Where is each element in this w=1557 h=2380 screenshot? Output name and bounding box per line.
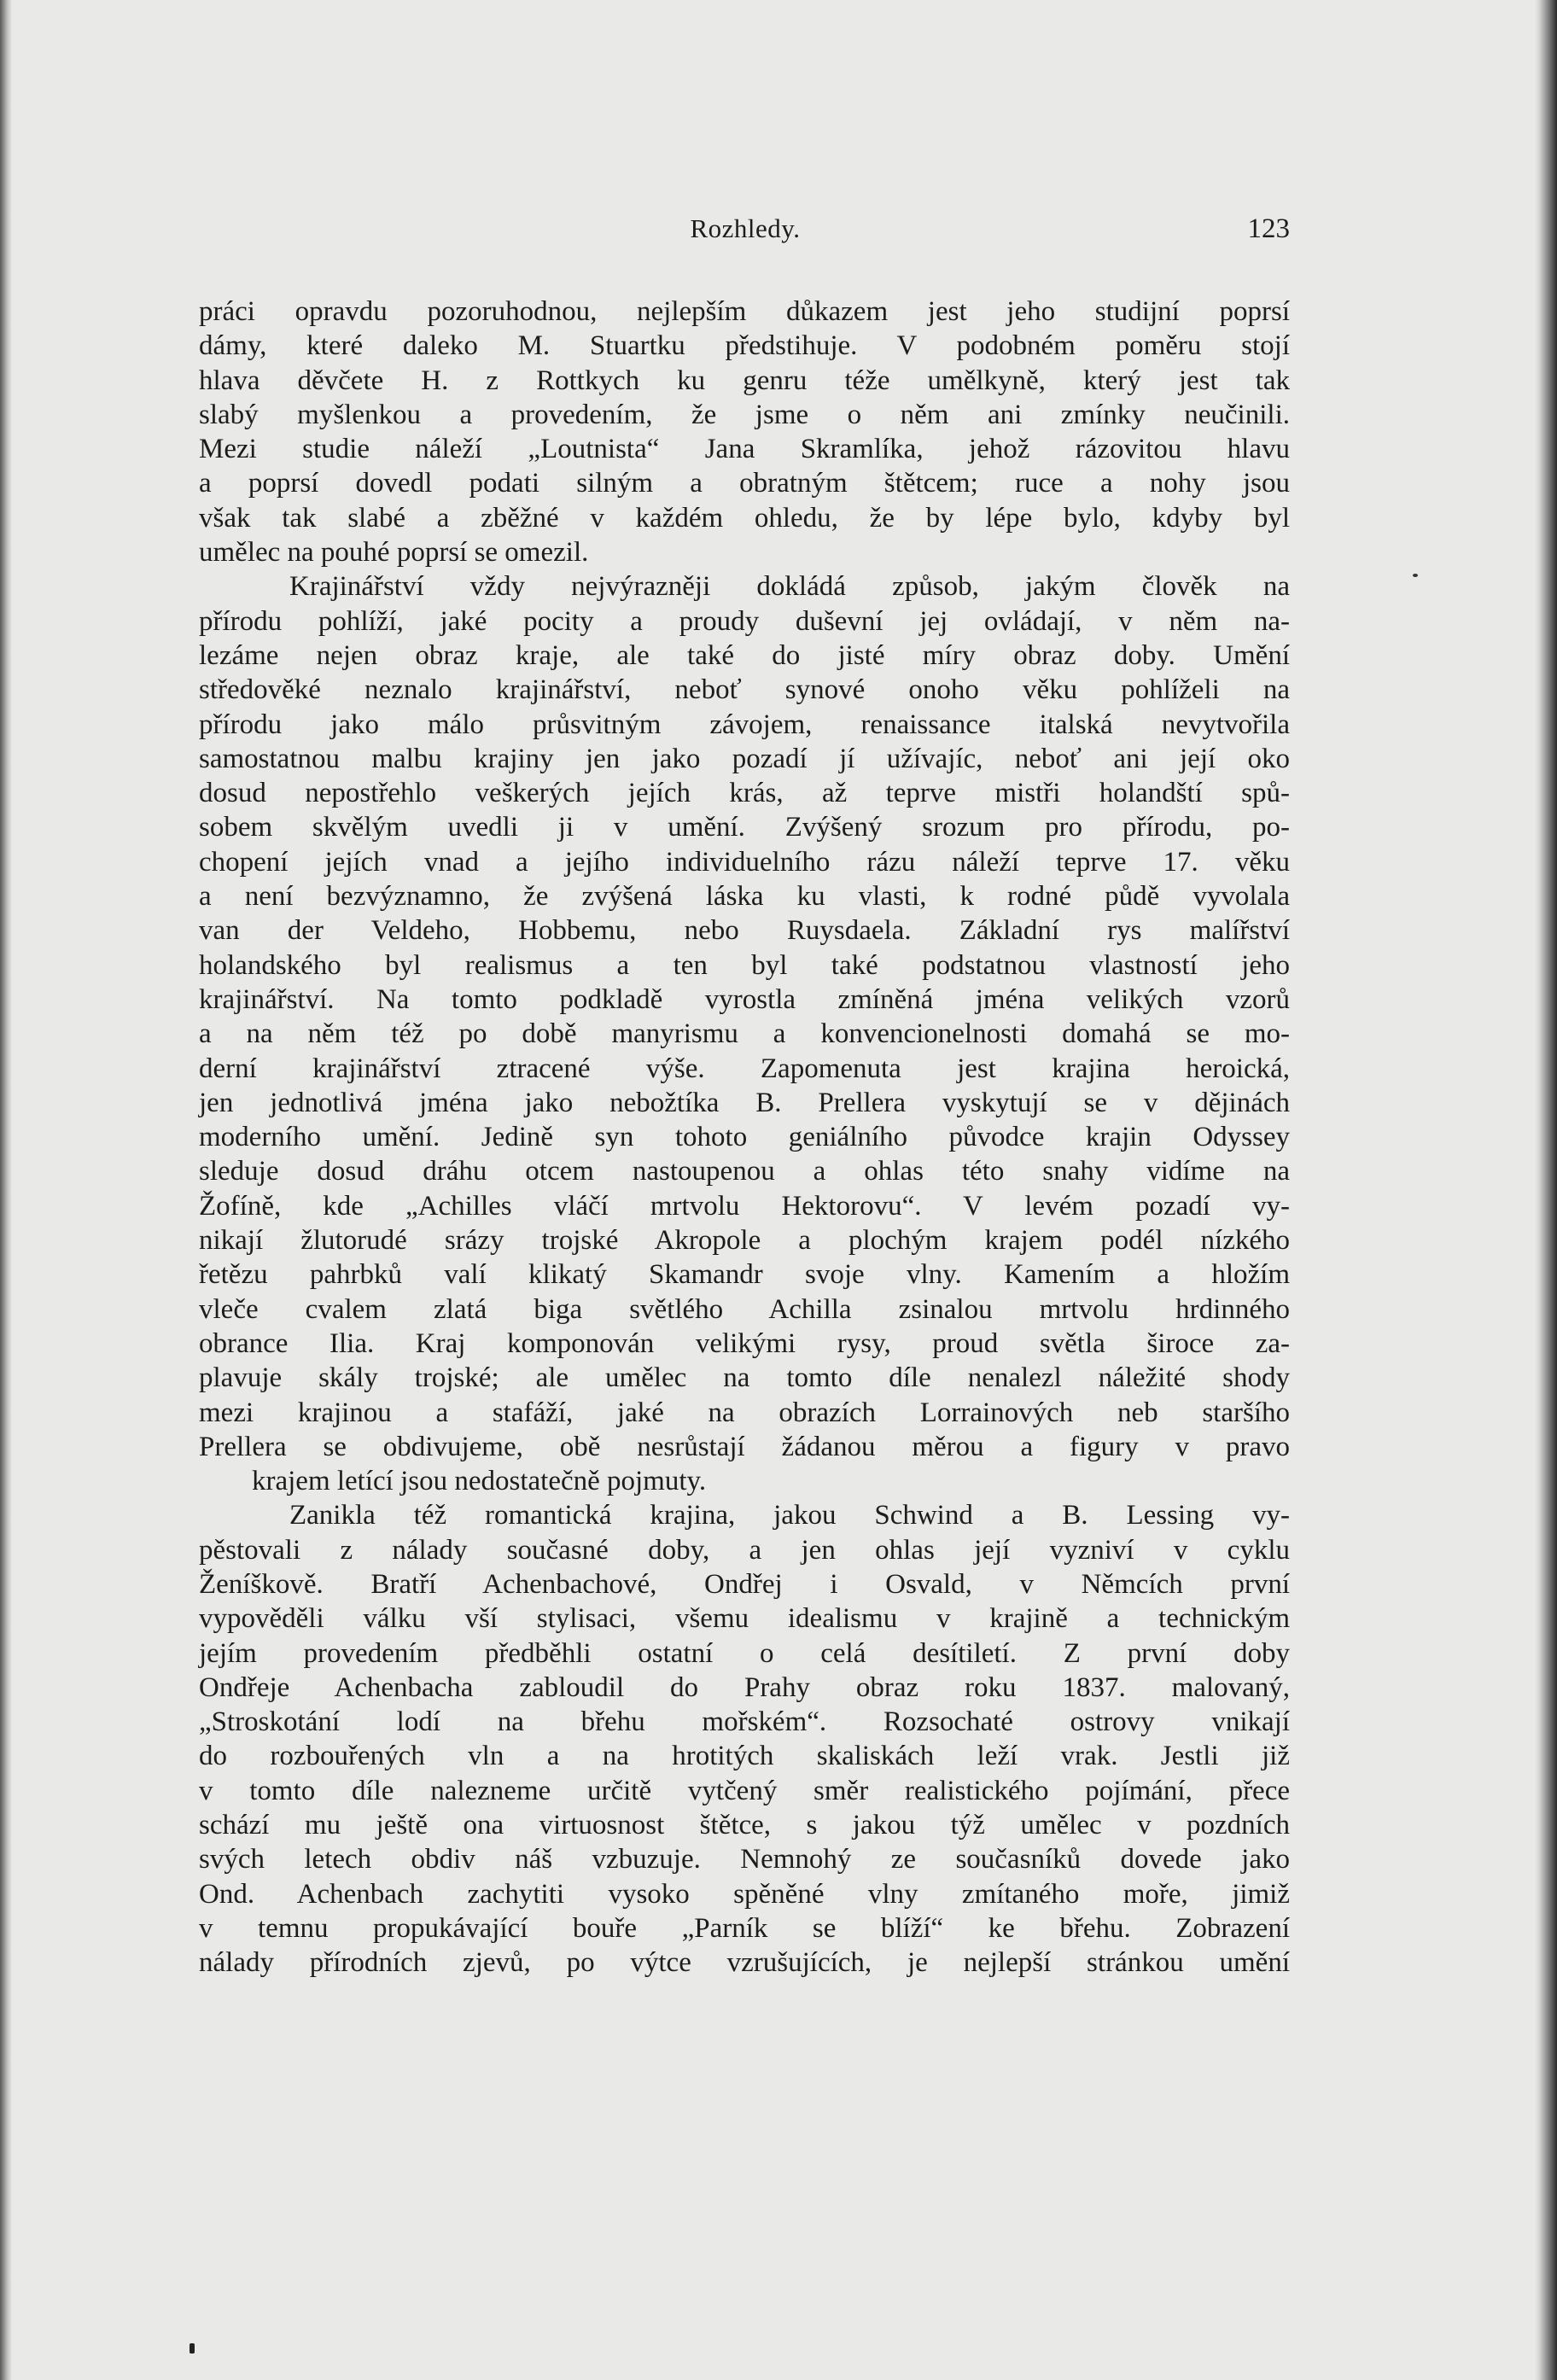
- text-line: umělec na pouhé poprsí se omezil.: [199, 537, 589, 569]
- scan-edge-left: [0, 0, 12, 2380]
- text-line: hlava děvčete H. z Rottkych ku genru téže umělkyně, který jest tak: [199, 365, 1290, 396]
- text-line: Ženíškově. Bratří Achenbachové, Ondřej i Osvald, v Němcích první: [199, 1568, 1290, 1600]
- text-line: van der Veldeho, Hobbemu, nebo Ruysdaela. Základní rys malířství: [199, 915, 1290, 947]
- text-line: v temnu propukávající bouře „Parník se blíží“ ke břehu. Zobrazení: [199, 1912, 1290, 1944]
- text-line: krajem letící jsou nedostatečně pojmuty.: [252, 1466, 707, 1497]
- ink-mark: [190, 2343, 195, 2354]
- text-line: jejím provedením předběhli ostatní o celá desítiletí. Z první doby: [199, 1637, 1290, 1669]
- text-line: a na něm též po době manyrismu a konvencionelnosti domahá se mo-: [199, 1018, 1290, 1050]
- page-number: 123: [1247, 213, 1290, 244]
- text-line: plavuje skály trojské; ale umělec na tomto díle nenalezl náležité shody: [199, 1362, 1290, 1394]
- text-line: schází mu ještě ona virtuosnost štětce, s jakou týž umělec v pozdních: [199, 1810, 1290, 1841]
- text-line: Ondřeje Achenbacha zabloudil do Prahy obraz roku 1837. malovaný,: [199, 1671, 1290, 1703]
- running-head: Rozhledy.: [690, 213, 801, 243]
- text-line: „Stroskotání lodí na břehu mořském“. Rozsochaté ostrovy vnikají: [199, 1706, 1290, 1738]
- text-line: Žofíně, kde „Achilles vláčí mrtvolu Hektorovu“. V levém pozadí vy-: [199, 1190, 1290, 1222]
- text-line: přírodu pohlíží, jaké pocity a proudy duševní jej ovládají, v něm na-: [199, 605, 1290, 637]
- text-line: obrance Ilia. Kraj komponován velikými rysy, proud světla široce za-: [199, 1327, 1290, 1359]
- text-line: dosud nepostřehlo veškerých jejích krás, až teprve mistři holandští spů-: [199, 778, 1290, 809]
- text-line: jen jednotlivá jména jako nebožtíka B. Prellera vyskytují se v dějinách: [199, 1087, 1290, 1118]
- page-header: [201, 213, 1290, 248]
- text-line: chopení jejích vnad a jejího individuelního rázu náleží teprve 17. věku: [199, 846, 1290, 878]
- body-text: [199, 295, 1290, 1980]
- text-line: přírodu jako málo průsvitným závojem, renaissance italská nevytvořila: [199, 709, 1290, 740]
- text-line: dámy, které daleko M. Stuartku předstihuje. V podobném poměru stojí: [199, 330, 1290, 362]
- ink-speck: [1413, 574, 1418, 577]
- scan-edge-right: [1535, 0, 1557, 2380]
- text-line: slabý myšlenkou a provedením, že jsme o něm ani zmínky neučinili.: [199, 399, 1290, 430]
- text-line: sobem skvělým uvedli ji v umění. Zvýšený srozum pro přírodu, po-: [199, 812, 1290, 843]
- text-line: Krajinářství vždy nejvýrazněji dokládá způsob, jakým člověk na: [289, 571, 1290, 603]
- text-line: Mezi studie náleží „Loutnista“ Jana Skramlíka, jehož rázovitou hlavu: [199, 434, 1290, 465]
- text-line: nikají žlutorudé srázy trojské Akropole a plochým krajem podél nízkého: [199, 1225, 1290, 1257]
- text-line: v tomto díle nalezneme určitě vytčený směr realistického pojímání, přece: [199, 1775, 1290, 1806]
- text-line: lezáme nejen obraz kraje, ale také do jisté míry obraz doby. Umění: [199, 639, 1290, 671]
- text-line: sleduje dosud dráhu otcem nastoupenou a ohlas této snahy vidíme na: [199, 1156, 1290, 1187]
- text-line: krajinářství. Na tomto podkladě vyrostla zmíněná jména velikých vzorů: [199, 983, 1290, 1015]
- text-line: nálady přírodních zjevů, po výtce vzrušujících, je nejlepší stránkou umění: [199, 1947, 1290, 1979]
- text-line: vypověděli válku vší stylisaci, všemu idealismu v krajině a technickým: [199, 1603, 1290, 1635]
- text-line: mezi krajinou a stafáží, jaké na obrazích Lorrainových neb staršího: [199, 1397, 1290, 1428]
- text-line: vleče cvalem zlatá biga světlého Achilla zsinalou mrtvolu hrdinného: [199, 1293, 1290, 1325]
- text-line: však tak slabé a zběžné v každém ohledu, že by lépe bylo, kdyby byl: [199, 502, 1290, 534]
- text-line: do rozbouřených vln a na hrotitých skaliskách leží vrak. Jestli již: [199, 1741, 1290, 1772]
- text-line: a není bezvýznamno, že zvýšená láska ku vlasti, k rodné půdě vyvolala: [199, 881, 1290, 913]
- text-line: moderního umění. Jedině syn tohoto geniálního původce krajin Odyssey: [199, 1122, 1290, 1153]
- text-line: Zanikla též romantická krajina, jakou Schwind a B. Lessing vy-: [289, 1500, 1290, 1531]
- text-line: práci opravdu pozoruhodnou, nejlepším důkazem jest jeho studijní poprsí: [199, 296, 1290, 327]
- text-line: a poprsí dovedl podati silným a obratným štětcem; ruce a nohy jsou: [199, 468, 1290, 499]
- text-line: řetězu pahrbků valí klikatý Skamandr svoje vlny. Kamením a hložím: [199, 1259, 1290, 1291]
- text-line: holandského byl realismus a ten byl také podstatnou vlastností jeho: [199, 949, 1290, 981]
- text-line: středověké neznalo krajinářství, neboť synové onoho věku pohlíželi na: [199, 674, 1290, 706]
- text-line: Prellera se obdivujeme, obě nesrůstají žádanou měrou a figury v pravo: [199, 1431, 1290, 1462]
- text-line: pěstovali z nálady současné doby, a jen ohlas její vyzniví v cyklu: [199, 1534, 1290, 1566]
- text-line: svých letech obdiv náš vzbuzuje. Nemnohý ze současníků dovede jako: [199, 1844, 1290, 1875]
- text-line: derní krajinářství ztracené výše. Zapomenuta jest krajina heroická,: [199, 1053, 1290, 1084]
- text-line: Ond. Achenbach zachytiti vysoko spěněné vlny zmítaného moře, jimiž: [199, 1878, 1290, 1910]
- text-line: samostatnou malbu krajiny jen jako pozadí jí užívajíc, neboť ani její oko: [199, 743, 1290, 774]
